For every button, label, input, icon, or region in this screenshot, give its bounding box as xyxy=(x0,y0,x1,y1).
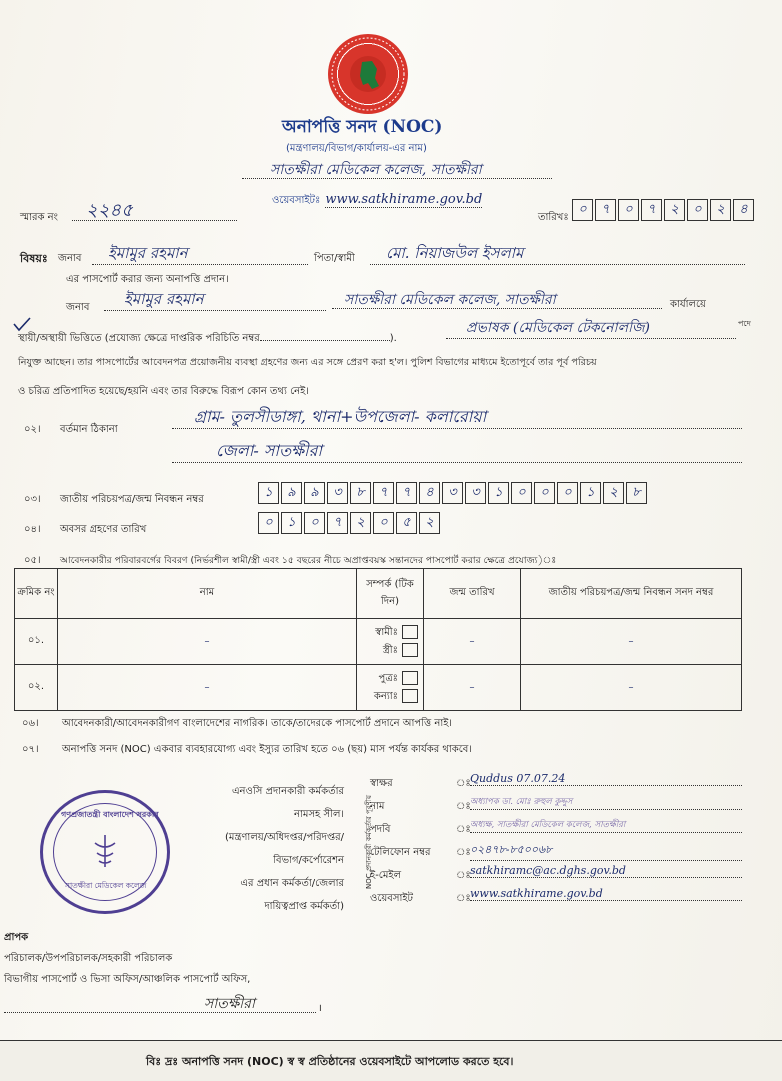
row1-nid: – xyxy=(521,619,742,665)
father-name-line xyxy=(370,242,745,265)
signer-field-value: অধ্যক্ষ, সাতক্ষীরা মেডিকেল কলেজ, সাতক্ষীরা xyxy=(470,818,742,833)
retirement-digit-box: ২ xyxy=(350,512,371,534)
recipient-end: । xyxy=(318,1003,322,1014)
signer-field-label: ওয়েবসাইট xyxy=(370,893,413,904)
item03-label: জাতীয় পরিচয়পত্র/জন্ম নিবন্ধন নম্বর xyxy=(60,494,204,505)
footer-note-box xyxy=(0,1040,782,1081)
father-name: মো. নিয়াজউল ইসলাম xyxy=(386,244,524,262)
retirement-digit-box: ৫ xyxy=(396,512,417,534)
item04-num: ০৪। xyxy=(24,524,41,535)
signer-fields xyxy=(370,770,750,908)
office-label: কার্যালয়ে xyxy=(670,299,706,310)
retirement-digit-box: ১ xyxy=(281,512,302,534)
signer-field-colon: ঃ xyxy=(456,801,471,812)
item07-text: অনাপত্তি সনদ (NOC) একবার ব্যবহারযোগ্য এবং ইস্যুর তারিখ হতে ০৬ (ছয়) মাস পর্যন্ত কার্যকর থাকবে। xyxy=(62,744,472,755)
rel-husband-label: স্বামীঃ xyxy=(375,626,398,638)
recipient-label: প্রাপক xyxy=(4,932,29,943)
recipient-line1: পরিচালক/উপপরিচালক/সহকারী পরিচালক xyxy=(4,953,173,964)
signer-vertical-label: NOC প্রদানকারী কর্মকর্তার পূরণীয় xyxy=(365,795,373,889)
retirement-digit-box: ২ xyxy=(419,512,440,534)
seal-bottom-text: সাতক্ষীরা মেডিকেল কলেজ xyxy=(65,881,147,890)
nid-digit-box: ১ xyxy=(258,482,279,504)
nid-digit-box: ৪ xyxy=(419,482,440,504)
row2-relation xyxy=(357,665,424,711)
retirement-digit-box: ০ xyxy=(258,512,279,534)
website-row xyxy=(272,188,552,206)
rel-wife-label: স্ত্রীঃ xyxy=(382,644,398,656)
para-office: সাতক্ষীরা মেডিকেল কলেজ, সাতক্ষীরা xyxy=(344,292,556,308)
retirement-date-boxes xyxy=(258,512,442,534)
nid-digit-box: ৮ xyxy=(350,482,371,504)
para-line2: নিযুক্ত আছেন। তার পাসপোর্টের আবেদনপত্র প্রয়োজনীয় ব্যবস্থা গ্রহণের জন্য এর সঙ্গে প্রেরণ করা হ'ল। পুলিশ বিভাগের মাধ্যমে ইতোপূর্বে তার পূর্ব পরিচয় xyxy=(18,357,597,368)
nid-number-boxes xyxy=(258,482,649,504)
signer-field-label: স্বাক্ষর xyxy=(370,778,393,789)
document-subtitle: (মন্ত্রণালয়/বিভাগ/কার্যালয়-এর নাম) xyxy=(286,143,427,154)
signer-field-colon: ঃ xyxy=(456,847,471,858)
signer-desc-line: বিভাগ/কর্পোরেশন xyxy=(273,855,344,866)
signer-field-row xyxy=(370,816,750,839)
table-header-row xyxy=(15,569,742,619)
signer-field-value: ০২৪৭৮-৮৫০০৬৮ xyxy=(470,841,742,861)
nid-digit-box: ৯ xyxy=(281,482,302,504)
date-label: তারিখঃ xyxy=(538,212,569,223)
retirement-digit-box: ০ xyxy=(304,512,325,534)
signer-desc-line: দায়িত্বপ্রাপ্ত কর্মকর্তা) xyxy=(264,901,344,912)
item02-num: ০২। xyxy=(24,424,41,435)
date-digit-box: ০ xyxy=(687,199,708,221)
para-basis xyxy=(18,330,397,348)
office-name: সাতক্ষীরা মেডিকেল কলেজ, সাতক্ষীরা xyxy=(270,162,482,178)
designation-suffix: পদে xyxy=(738,319,751,328)
row2-dob: – xyxy=(424,665,521,711)
nid-digit-box: ৩ xyxy=(327,482,348,504)
signer-field-colon: ঃ xyxy=(456,870,471,881)
subject-name-line xyxy=(92,242,308,265)
nid-digit-box: ০ xyxy=(557,482,578,504)
memo-date-boxes xyxy=(572,199,756,221)
signer-desc-line: এর প্রধান কর্মকর্তা/জেলার xyxy=(240,878,344,889)
basis-text: স্থায়ী/অস্থায়ী ভিত্তিতে (প্রযোজ্য ক্ষেত্রে দাপ্তরিক পরিচিতি নম্বর xyxy=(18,333,260,344)
row1-relation xyxy=(357,619,424,665)
para-name-line xyxy=(104,288,326,311)
nid-digit-box: ৩ xyxy=(465,482,486,504)
nid-digit-box: ২ xyxy=(603,482,624,504)
husband-checkbox[interactable] xyxy=(402,625,418,639)
bangladesh-map-icon xyxy=(328,34,408,114)
nid-digit-box: ১ xyxy=(580,482,601,504)
subject-suffix: এর পাসপোর্ট করার জন্য অনাপত্তি প্রদান। xyxy=(66,274,229,285)
address-text-2: জেলা- সাতক্ষীরা xyxy=(216,441,323,460)
para-janab: জনাব xyxy=(66,302,90,313)
address-line2 xyxy=(172,436,742,463)
signer-field-row xyxy=(370,862,750,885)
table-row xyxy=(15,619,742,665)
signer-field-value: অধ্যাপক ডা. মোঃ রুহুল কুদ্দুস xyxy=(470,795,742,810)
signer-field-value: Quddus 07.07.24 xyxy=(470,772,742,786)
subject-name: ইমামুর রহমান xyxy=(108,244,188,262)
document-title: অনাপত্তি সনদ (NOC) xyxy=(282,117,443,137)
signer-field-row xyxy=(370,770,750,793)
signer-field-value: www.satkhirame.gov.bd xyxy=(470,887,742,901)
government-logo xyxy=(328,34,408,114)
office-name-line xyxy=(242,158,552,179)
family-table xyxy=(14,568,742,711)
seal-top-text: গণপ্রজাতন্ত্রী বাংলাদেশ সরকার xyxy=(61,810,159,819)
signer-field-colon: ঃ xyxy=(456,893,471,904)
basis-close: ). xyxy=(389,333,397,344)
rel-daughter-label: কন্যাঃ xyxy=(373,690,398,702)
para-name: ইমামুর রহমান xyxy=(124,290,204,308)
signer-field-label: নাম xyxy=(370,801,385,812)
wife-checkbox[interactable] xyxy=(402,643,418,657)
signer-desc-line: নামসহ সীল। xyxy=(294,809,344,820)
item05-label: আবেদনকারীর পরিবারবর্গের বিবরণ (নির্ভরশীল স্বামী/স্ত্রী এবং ১৫ বছরের নীচে অপ্রাপ্তবয়স্ক সন্তানদের পাসপোর্ট করার ক্ষেত্রে প্রযোজ্য)ঃ xyxy=(60,555,557,566)
para-line3: ও চরিত্র প্রতিপাদিত হয়েছে/হয়নি এবং তার বিরুদ্ধে বিরূপ কোন তথ্য নেই। xyxy=(18,386,309,397)
footer-note: বিঃ দ্রঃ অনাপত্তি সনদ (NOC) স্ব স্ব প্রতিষ্ঠানের ওয়েবসাইটে আপলোড করতে হবে। xyxy=(146,1055,514,1068)
nid-digit-box: ১ xyxy=(488,482,509,504)
date-digit-box: ৪ xyxy=(733,199,754,221)
subject-row xyxy=(20,242,750,268)
signer-field-label: টেলিফোন নম্বর xyxy=(370,847,431,858)
item06-text: আবেদনকারী/আবেদনকারীগণ বাংলাদেশের নাগরিক। তাকে/তাদেরকে পাসপোর্ট প্রদানে আপত্তি নাই। xyxy=(62,718,453,729)
retirement-digit-box: ৭ xyxy=(327,512,348,534)
item07-num: ০৭। xyxy=(22,744,39,755)
col-dob: জন্ম তারিখ xyxy=(424,569,521,619)
row1-dob: – xyxy=(424,619,521,665)
col-serial: ক্রমিক নং xyxy=(15,569,58,619)
designation-line xyxy=(446,312,736,339)
col-relation: সম্পর্ক (টিক দিন) xyxy=(357,569,424,619)
row1-name: – xyxy=(58,619,357,665)
father-label: পিতা/স্বামী xyxy=(314,253,355,264)
row1-serial: ০১. xyxy=(15,619,58,665)
item02-label: বর্তমান ঠিকানা xyxy=(60,424,118,435)
address-text-1: গ্রাম- তুলসীডাঙ্গা, থানা+উপজেলা- কলারোয়া xyxy=(194,407,487,426)
checkmark-icon xyxy=(12,316,32,334)
subject-janab: জনাব xyxy=(58,253,82,264)
item06-num: ০৬। xyxy=(22,718,39,729)
retirement-digit-box: ০ xyxy=(373,512,394,534)
date-digit-box: ৭ xyxy=(641,199,662,221)
nid-digit-box: ০ xyxy=(534,482,555,504)
nid-digit-box: ৩ xyxy=(442,482,463,504)
address-line1 xyxy=(172,398,742,429)
nid-digit-box: ০ xyxy=(511,482,532,504)
subject-label: বিষয়ঃ xyxy=(20,252,48,265)
nid-digit-box: ৯ xyxy=(304,482,325,504)
recipient-city-line xyxy=(4,992,316,1013)
memo-label: স্মারক নং xyxy=(20,212,58,223)
recipient-city: সাতক্ষীরা xyxy=(204,996,255,1012)
nid-digit-box: ৭ xyxy=(373,482,394,504)
para-office-line xyxy=(332,280,662,309)
date-digit-box: ২ xyxy=(664,199,685,221)
recipient-line2: বিভাগীয় পাসপোর্ট ও ভিসা অফিস/আঞ্চলিক পাসপোর্ট অফিস, xyxy=(4,974,251,985)
signer-desc-line: এনওসি প্রদানকারী কর্মকর্তার xyxy=(231,786,344,797)
row2-serial: ০২. xyxy=(15,665,58,711)
signer-field-label: পদবি xyxy=(370,824,391,835)
website-label: ওয়েবসাইটঃ xyxy=(272,195,321,206)
signer-field-value: satkhiramc@ac.dghs.gov.bd xyxy=(470,864,742,878)
signer-field-row xyxy=(370,885,750,908)
rel-son-label: পুত্রঃ xyxy=(378,672,398,684)
date-digit-box: ২ xyxy=(710,199,731,221)
signer-field-label: ই-মেইল xyxy=(370,870,402,881)
nid-digit-box: ৮ xyxy=(626,482,647,504)
date-digit-box: ৭ xyxy=(595,199,616,221)
row2-nid: – xyxy=(521,665,742,711)
designation: প্রভাষক (মেডিকেল টেকনোলজি) xyxy=(466,320,651,336)
date-digit-box: ০ xyxy=(618,199,639,221)
signer-field-row xyxy=(370,793,750,816)
row2-name: – xyxy=(58,665,357,711)
item03-num: ০৩। xyxy=(24,494,41,505)
office-seal xyxy=(40,790,170,914)
item05-num: ০৫। xyxy=(24,555,41,566)
item04-label: অবসর গ্রহণের তারিখ xyxy=(60,524,147,535)
col-name: নাম xyxy=(58,569,357,619)
son-checkbox[interactable] xyxy=(402,671,418,685)
signer-field-colon: ঃ xyxy=(456,778,471,789)
col-nid: জাতীয় পরিচয়পত্র/জন্ম নিবন্ধন সনদ নম্বর xyxy=(521,569,742,619)
signer-field-colon: ঃ xyxy=(456,824,471,835)
daughter-checkbox[interactable] xyxy=(402,689,418,703)
table-row xyxy=(15,665,742,711)
website-value: www.satkhirame.gov.bd xyxy=(325,192,483,207)
memo-line xyxy=(72,196,237,221)
caduceus-icon xyxy=(85,831,125,871)
basis-dots xyxy=(260,330,390,341)
memo-number: ২২৪৫ xyxy=(86,200,133,221)
signer-desc xyxy=(180,780,344,918)
signer-desc-line: (মন্ত্রণালয়/অধিদপ্তর/পরিদপ্তর/ xyxy=(224,832,344,843)
nid-digit-box: ৭ xyxy=(396,482,417,504)
date-digit-box: ০ xyxy=(572,199,593,221)
signer-field-row xyxy=(370,839,750,862)
